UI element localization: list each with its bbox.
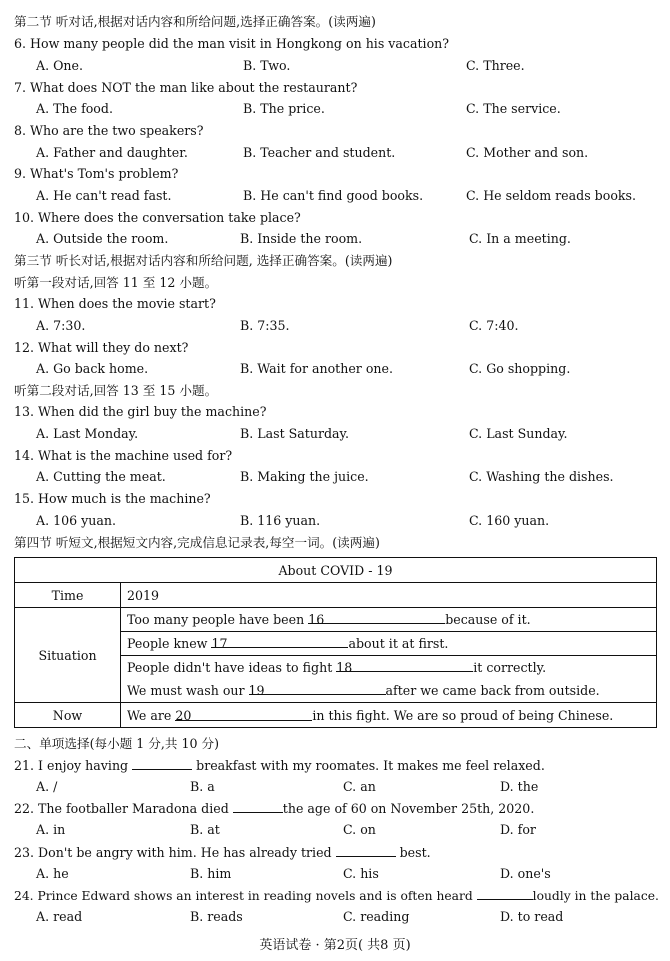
q23-option-d: D. one's [500, 866, 551, 881]
q10-option-a: A. Outside the room. [36, 231, 169, 246]
q24-option-c: C. reading [343, 909, 410, 924]
blank-19[interactable] [248, 682, 386, 698]
q12-option-a: A. Go back home. [36, 361, 149, 376]
q23-option-c: C. his [343, 866, 379, 881]
q24-option-a: A. read [36, 909, 83, 924]
q7-option-a: A. The food. [36, 101, 113, 116]
q15-option-b: B. 116 yuan. [240, 513, 321, 528]
question-6: 6. How many people did the man visit in Hongkong on his vacation? [14, 36, 450, 51]
blank-18[interactable] [336, 659, 473, 675]
blank-17-number: 17 [211, 636, 228, 651]
now-label: Now [15, 703, 121, 728]
q14-option-c: C. Washing the dishes. [469, 469, 614, 484]
question-9: 9. What's Tom's problem? [14, 166, 179, 181]
q13-option-b: B. Last Saturday. [240, 426, 350, 441]
blank-18-number: 18 [336, 660, 353, 675]
situation-line-18 [121, 656, 656, 679]
q22-blank[interactable] [233, 800, 283, 813]
q7-option-c: C. The service. [466, 101, 561, 116]
q8-option-c: C. Mother and son. [466, 145, 589, 160]
q6-option-b: B. Two. [243, 58, 291, 73]
q14-option-b: B. Making the juice. [240, 469, 369, 484]
q24-stem-pre: 24. Prince Edward shows an interest in reading novels and is often heard [14, 889, 477, 903]
s18-post: it correctly. [473, 660, 547, 675]
situation-line-19 [121, 679, 656, 702]
q22-option-d: D. for [500, 822, 536, 837]
section-3-sub-1: 听第一段对话,回答 11 至 12 小题。 [14, 275, 218, 290]
q14-option-a: A. Cutting the meat. [36, 469, 166, 484]
time-label: Time [15, 583, 121, 608]
question-22 [14, 800, 534, 817]
s17-post: about it at first. [348, 636, 449, 651]
situation-line-16 [121, 608, 656, 632]
blank-20-number: 20 [175, 707, 192, 723]
question-7: 7. What does NOT the man like about the restaurant? [14, 80, 358, 95]
q11-option-a: A. 7:30. [36, 318, 86, 333]
q8-option-a: A. Father and daughter. [36, 145, 188, 160]
blank-17[interactable] [211, 635, 348, 651]
q21-stem-pre: 21. I enjoy having [14, 758, 133, 773]
q7-option-b: B. The price. [243, 101, 325, 116]
part-2-header: 二、单项选择(每小题 1 分,共 10 分) [14, 736, 220, 751]
q22-option-b: B. at [190, 822, 220, 837]
q23-stem-post: best. [395, 845, 431, 860]
section-2-header: 第二节 听对话,根据对话内容和所给问题,选择正确答案。(读两遍) [14, 14, 376, 29]
section-3-header: 第三节 听长对话,根据对话内容和所给问题, 选择正确答案。(读两遍) [14, 253, 393, 268]
q10-option-c: C. In a meeting. [469, 231, 571, 246]
q23-blank[interactable] [336, 844, 396, 857]
q21-option-a: A. / [36, 779, 58, 794]
question-21 [14, 757, 545, 774]
situation-cell [121, 608, 657, 703]
q12-option-c: C. Go shopping. [469, 361, 571, 376]
section-4-header: 第四节 听短文,根据短文内容,完成信息记录表,每空一词。(读两遍) [14, 535, 380, 550]
q21-option-d: D. the [500, 779, 539, 794]
q23-option-b: B. him [190, 866, 232, 881]
situation-line-17 [121, 632, 656, 656]
q11-option-b: B. 7:35. [240, 318, 290, 333]
table-title: About COVID - 19 [15, 558, 657, 583]
q6-option-c: C. Three. [466, 58, 525, 73]
q9-option-b: B. He can't find good books. [243, 188, 424, 203]
s19-post: after we came back from outside. [385, 683, 600, 698]
blank-19-number: 19 [248, 683, 265, 698]
q10-option-b: B. Inside the room. [240, 231, 363, 246]
q8-option-b: B. Teacher and student. [243, 145, 396, 160]
q22-stem-pre: 22. The footballer Maradona died [14, 801, 233, 816]
q11-option-c: C. 7:40. [469, 318, 519, 333]
q22-stem-post: the age of 60 on November 25th, 2020. [282, 801, 535, 816]
q12-option-b: B. Wait for another one. [240, 361, 393, 376]
s20-pre: We are [127, 707, 176, 723]
question-8: 8. Who are the two speakers? [14, 123, 204, 138]
s20-post: in this fight. We are so proud of being Chinese. [312, 707, 614, 723]
now-cell [121, 703, 657, 728]
s19-pre: We must wash our [127, 683, 249, 698]
q15-option-a: A. 106 yuan. [36, 513, 116, 528]
covid-info-table [14, 557, 657, 728]
s16-pre: Too many people have been [127, 612, 309, 627]
question-23 [14, 844, 431, 861]
q6-option-a: A. One. [36, 58, 83, 73]
page-footer: 英语试卷 · 第2页( 共8 页) [259, 938, 411, 953]
q13-option-c: C. Last Sunday. [469, 426, 568, 441]
q23-option-a: A. he [36, 866, 69, 881]
time-value: 2019 [121, 583, 657, 608]
question-24 [14, 887, 659, 904]
blank-16[interactable] [308, 611, 445, 627]
s17-pre: People knew [127, 636, 212, 651]
s16-post: because of it. [445, 612, 531, 627]
question-13: 13. When did the girl buy the machine? [14, 404, 267, 419]
q9-option-a: A. He can't read fast. [36, 188, 172, 203]
q21-blank[interactable] [132, 757, 192, 770]
question-12: 12. What will they do next? [14, 340, 189, 355]
question-15: 15. How much is the machine? [14, 491, 211, 506]
q21-stem-post: breakfast with my roomates. It makes me feel relaxed. [192, 758, 545, 773]
q9-option-c: C. He seldom reads books. [466, 188, 636, 203]
q22-option-a: A. in [36, 822, 66, 837]
q13-option-a: A. Last Monday. [36, 426, 139, 441]
blank-16-number: 16 [308, 612, 325, 627]
question-11: 11. When does the movie start? [14, 296, 216, 311]
q22-option-c: C. on [343, 822, 376, 837]
q24-blank[interactable] [477, 887, 533, 900]
blank-20[interactable] [175, 708, 312, 721]
q23-stem-pre: 23. Don't be angry with him. He has already tried [14, 845, 336, 860]
q24-stem-post: loudly in the palace. [532, 889, 659, 903]
question-10: 10. Where does the conversation take place? [14, 210, 301, 225]
question-14: 14. What is the machine used for? [14, 448, 233, 463]
section-3-sub-2: 听第二段对话,回答 13 至 15 小题。 [14, 383, 218, 398]
q21-option-b: B. a [190, 779, 215, 794]
q21-option-c: C. an [343, 779, 376, 794]
q24-option-d: D. to read [500, 909, 564, 924]
situation-label: Situation [15, 608, 121, 703]
s18-pre: People didn't have ideas to fight [127, 660, 337, 675]
q15-option-c: C. 160 yuan. [469, 513, 550, 528]
q24-option-b: B. reads [190, 909, 243, 924]
